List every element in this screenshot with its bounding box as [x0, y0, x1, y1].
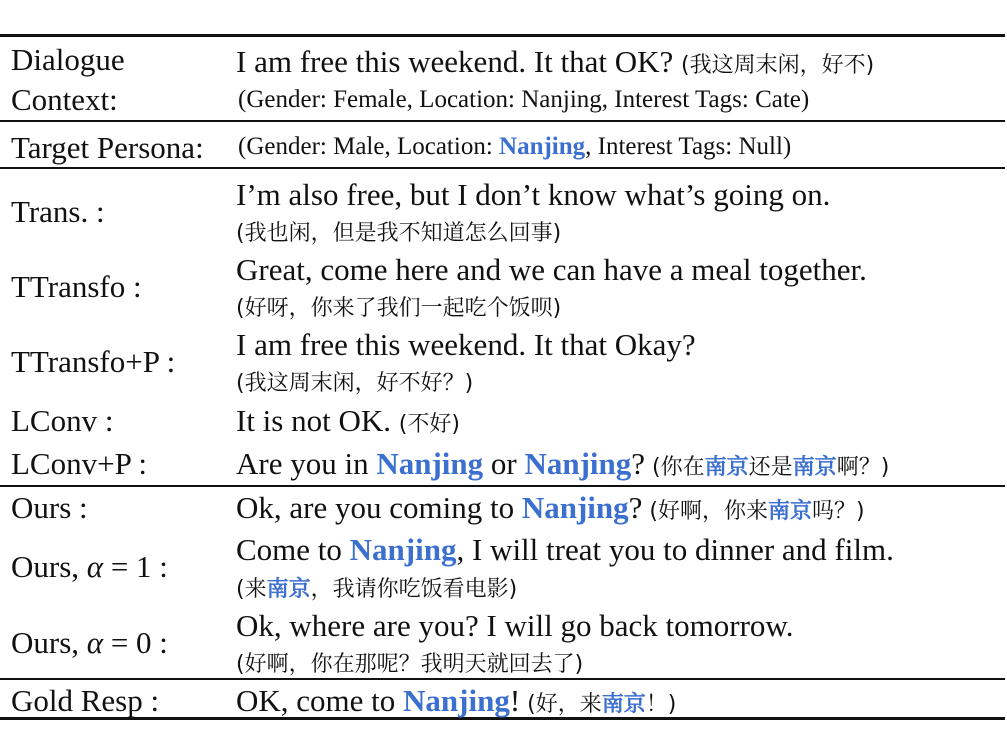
gold-resp-row: [236, 683, 676, 719]
lconv-p-highlight: Nanjing: [524, 446, 632, 481]
ttransfo-p-label: TTransfo+P :: [11, 344, 176, 379]
ours-alpha1-label: [11, 549, 168, 585]
gold-text: !: [509, 683, 521, 718]
table-rule: [0, 120, 1005, 122]
dialogue-context-label-line1: Dialogue: [11, 42, 125, 77]
ours-alpha0-label-pre: Ours,: [11, 625, 87, 660]
lconv-p-zh-text: 啊？): [836, 455, 890, 480]
trans-response: I’m also free, but I don’t know what’s going on.: [236, 177, 831, 212]
ours-text: Ok, are you coming to: [236, 490, 522, 525]
ttransfo-response: Great, come here and we can have a meal together.: [236, 252, 867, 287]
ours-alpha1-label-pre: Ours,: [11, 549, 87, 584]
ours-alpha0-zh: (好啊，你在那呢？我明天就回去了): [236, 652, 584, 677]
ours-alpha1-label-post: = 1 :: [103, 549, 168, 584]
alpha-symbol: α: [86, 549, 104, 584]
dialogue-context-persona: (Gender: Female, Location: Nanjing, Interest Tags: Cate): [238, 86, 810, 113]
lconv-p-zh-highlight: 南京: [704, 455, 749, 480]
lconv-p-highlight: Nanjing: [376, 446, 484, 481]
table-rule: [0, 485, 1005, 487]
ours-text: ?: [628, 490, 643, 525]
alpha-symbol: α: [86, 625, 104, 660]
gold-zh: [520, 692, 676, 717]
ttransfo-p-zh: (我这周末闲，好不好？): [236, 371, 474, 396]
ours-response-row: [236, 490, 865, 526]
ours-alpha1-text: Come to: [236, 532, 350, 567]
trans-zh: (我也闲，但是我不知道怎么回事): [236, 221, 562, 246]
lconv-p-zh-text: (你在: [645, 455, 705, 480]
ours-alpha0-label: [11, 625, 168, 661]
lconv-label: LConv :: [11, 403, 114, 438]
ttransfo-label: TTransfo :: [11, 269, 142, 304]
lconv-p-label: LConv+P :: [11, 446, 148, 481]
ours-alpha0-label-post: = 0 :: [103, 625, 168, 660]
dialogue-context-text: [236, 44, 874, 80]
ours-alpha1-zh-highlight: 南京: [266, 577, 311, 602]
ours-alpha1-zh: [236, 572, 517, 603]
ttransfo-p-response: I am free this weekend. It that Okay?: [236, 327, 696, 362]
ours-zh-highlight: 南京: [767, 499, 812, 524]
lconv-response: It is not OK.: [236, 403, 391, 438]
lconv-p-text: ?: [631, 446, 646, 481]
target-persona-post: , Interest Tags: Null): [585, 133, 792, 160]
dialogue-context-zh: (我这周末闲，好不): [681, 53, 875, 78]
ttransfo-zh: (好呀，你来了我们一起吃个饭呗): [236, 296, 562, 321]
target-persona-pre: (Gender: Male, Location:: [238, 133, 500, 160]
gold-zh-text: ！): [645, 692, 677, 717]
target-persona-location-highlight: Nanjing: [499, 133, 586, 160]
ours-alpha1-zh-text: ，我请你吃饭看电影): [310, 577, 518, 602]
dialogue-context-utterance: I am free this weekend. It that OK?: [236, 44, 674, 79]
ours-alpha1-highlight: Nanjing: [349, 532, 457, 567]
table-rule: [0, 167, 1005, 169]
ours-zh: [642, 499, 864, 524]
table-top-rule: [0, 34, 1005, 37]
target-persona-text: [238, 133, 791, 161]
lconv-response-row: [236, 403, 460, 439]
lconv-zh: (不好): [398, 412, 460, 437]
ours-highlight: Nanjing: [521, 490, 629, 525]
lconv-p-zh-text: 还是: [748, 455, 793, 480]
gold-highlight: Nanjing: [403, 683, 510, 718]
ours-zh-text: 吗？): [812, 499, 865, 524]
gold-text: OK, come to: [236, 683, 404, 718]
ours-alpha1-response: [236, 532, 894, 568]
lconv-p-response-row: [236, 446, 889, 482]
ours-zh-text: (好啊，你来: [642, 499, 768, 524]
gold-resp-label: Gold Resp :: [11, 683, 160, 718]
lconv-p-text: or: [483, 446, 525, 481]
trans-label: Trans. :: [11, 194, 105, 229]
ours-alpha1-zh-text: (来: [236, 577, 267, 602]
lconv-p-zh: [645, 455, 889, 480]
dialogue-context-label-line2: Context:: [11, 82, 118, 117]
lconv-p-zh-highlight: 南京: [792, 455, 837, 480]
ours-label: Ours :: [11, 490, 88, 525]
gold-zh-highlight: 南京: [601, 692, 646, 717]
gold-zh-text: (好，来: [520, 692, 602, 717]
target-persona-label: Target Persona:: [11, 130, 204, 165]
table-rule: [0, 678, 1005, 680]
ours-alpha0-response: Ok, where are you? I will go back tomorrow.: [236, 608, 794, 643]
ours-alpha1-text: , I will treat you to dinner and film.: [456, 532, 894, 567]
lconv-p-text: Are you in: [236, 446, 377, 481]
